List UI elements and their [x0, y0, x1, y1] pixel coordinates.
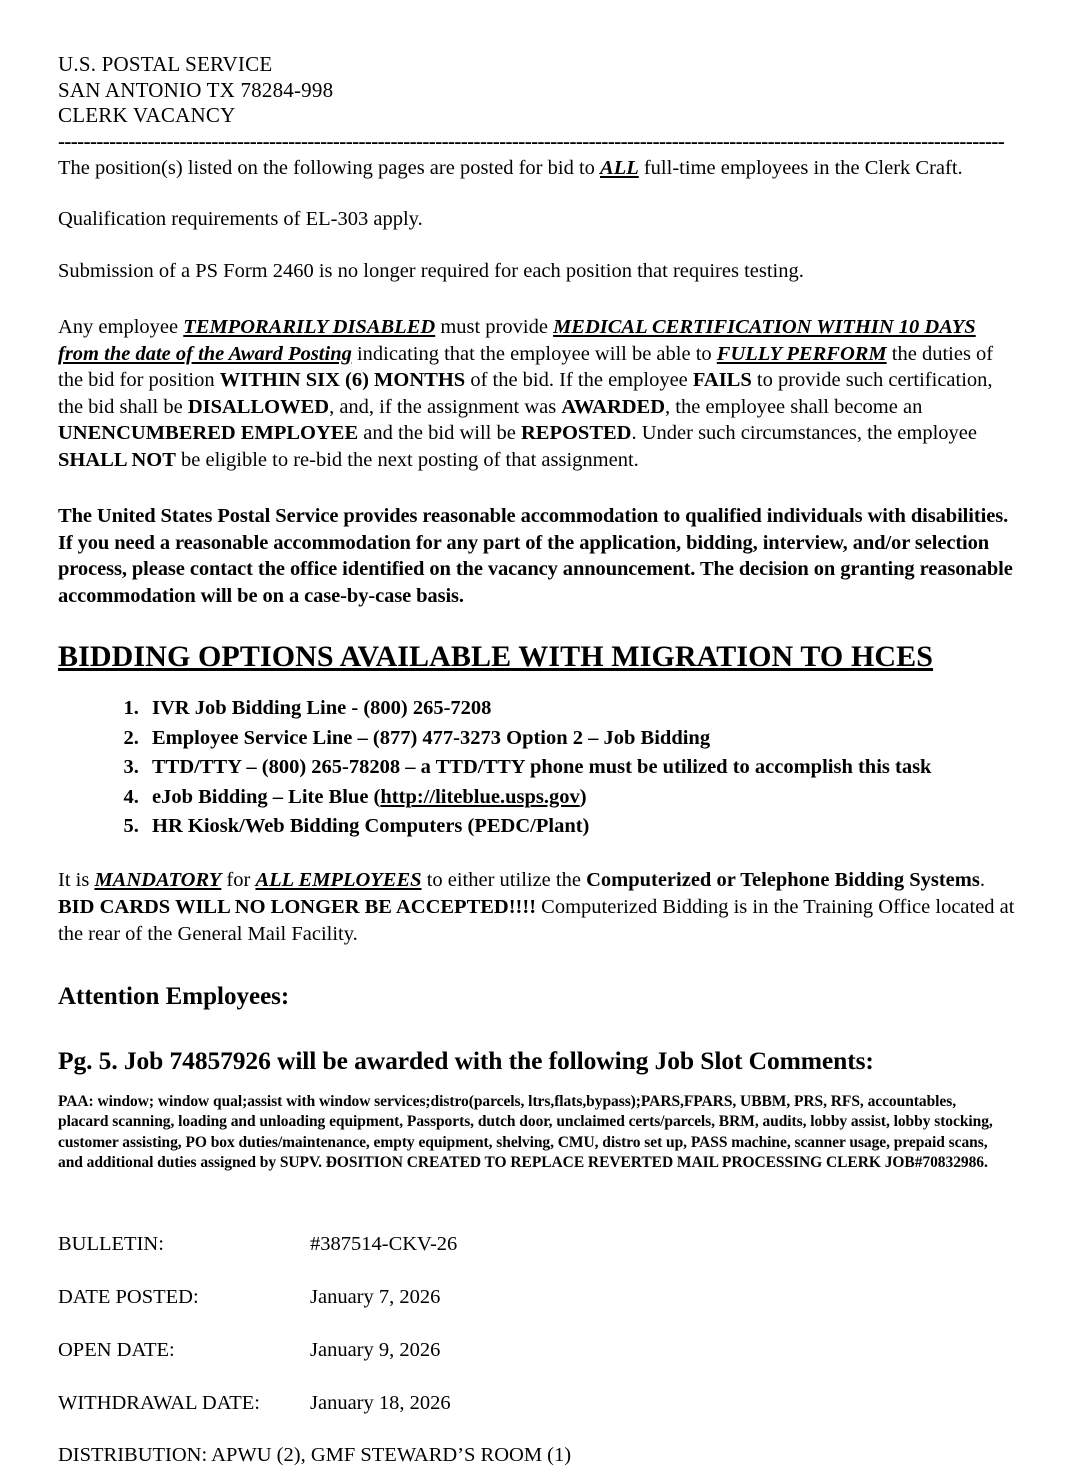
mandatory-text-3: to either utilize the	[421, 868, 587, 891]
mandatory-text-1: It is	[58, 868, 95, 891]
disabled-text-3: indicating that the employee will be able to	[351, 342, 717, 365]
list-item-option-5	[144, 813, 1018, 841]
emphasis-mandatory: MANDATORY	[94, 868, 222, 891]
bold-shall-not: SHALL NOT	[58, 448, 176, 471]
bold-fails: FAILS	[692, 369, 752, 391]
distribution-line: DISTRIBUTION: APWU (2), GMF STEWARD’S ROOM (1)	[58, 1443, 572, 1466]
attention-employees-heading: Attention Employees:	[58, 982, 290, 1010]
paragraph-temporarily-disabled	[58, 314, 1018, 473]
disabled-text-2: must provide	[435, 316, 554, 338]
job-slot-comments: PAA: window; window qual;assist with window services;distro(parcels, ltrs,flats,bypass);PARS,FPARS, UBBM, PRS, RFS, accountables, placard scanning, loading and unloading equipment, Passports, dutch door, unclaimed certs/parcels, BRM, audits, lobby assist, lobby stocking, customer assisting, PO box duties/maintenance, empty equipment, shelving, CMU, distro set up, PASS machine, scanner usage, prepaid scans, and additional duties assigned by SUPV. ÐOSITION CREATED TO REPLACE REVERTED MAIL PROCESSING CLERK JOB#70832986.	[58, 1092, 993, 1171]
disabled-text-7: , and, if the assignment was	[329, 395, 562, 418]
disabled-text-11: be eligible to re-bid the next posting of that assignment.	[175, 448, 639, 471]
list-item-option-4	[144, 784, 1018, 812]
posted-emphasis-all: ALL	[600, 156, 639, 179]
bold-reposted: REPOSTED	[520, 422, 632, 444]
bold-bid-cards-not-accepted: BID CARDS WILL NO LONGER BE ACCEPTED!!!!	[58, 895, 537, 918]
field-value-withdrawal-date: January 18, 2026	[310, 1391, 451, 1414]
option-2-text: Employee Service Line – (877) 477-3273 Option 2 – Job Bidding	[152, 726, 711, 749]
letterhead-line-subject: CLERK VACANCY	[58, 103, 236, 127]
mandatory-text-2: for	[221, 868, 256, 891]
option-4-text: eJob Bidding – Lite Blue (	[152, 785, 381, 808]
document-content	[58, 52, 1018, 1467]
mandatory-text-5: Computerized Bidding is in the Training Office located at the rear of the General Mail Facility.	[58, 895, 1015, 945]
option-1-text: IVR Job Bidding Line - (800) 265-7208	[152, 697, 492, 719]
letterhead	[58, 52, 1018, 129]
option-3-text: TTD/TTY – (800) 265-78208 – a TTD/TTY phone must be utilized to accomplish this task	[152, 756, 932, 778]
bold-computerized-telephone-systems: Computerized or Telephone Bidding Systems	[586, 868, 980, 891]
disabled-text-4: the duties of the bid for position	[58, 342, 994, 391]
paragraph-mandatory-bidding	[58, 867, 1018, 948]
letterhead-line-location: SAN ANTONIO TX 78284-998	[58, 77, 334, 102]
bold-awarded: AWARDED	[561, 395, 666, 418]
mandatory-text-4: .	[979, 868, 985, 891]
paragraph-reasonable-accommodation: The United States Postal Service provides reasonable accommodation to qualified individuals with disabilities. If you need a reasonable accommodation for any part of the application, bidding, interview, and/or selection process, please contact the office identified on the vacancy announcement. The decision on granting reasonable accommodation will be on a case-by-case basis.	[58, 505, 1013, 607]
bold-disallowed: DISALLOWED	[187, 395, 330, 418]
field-value-bulletin: #387514-CKV-26	[310, 1232, 458, 1255]
bold-unencumbered-employee: UNENCUMBERED EMPLOYEE	[58, 422, 359, 444]
list-item-option-1	[144, 695, 1018, 723]
letterhead-line-organization: U.S. POSTAL SERVICE	[58, 52, 273, 76]
bidding-options-heading: BIDDING OPTIONS AVAILABLE WITH MIGRATION TO HCES	[58, 640, 934, 673]
posted-prefix-text: The position(s) listed on the following pages are posted for bid to	[58, 156, 601, 179]
job-award-heading: Pg. 5. Job 74857926 will be awarded with the following Job Slot Comments:	[58, 1045, 874, 1075]
header-separator-rule: ----------------------------------------------------------------------------------------------------------------------------------------------------	[58, 137, 1005, 152]
field-label-open-date: OPEN DATE:	[58, 1338, 175, 1361]
bidding-options-list	[58, 695, 1018, 841]
list-item-option-3	[144, 754, 1018, 782]
paragraph-qualification: Qualification requirements of EL-303 apply.	[58, 208, 423, 230]
paragraph-posted-for-bid	[58, 156, 1018, 182]
emphasis-fully-perform: FULLY PERFORM	[716, 342, 887, 365]
posted-suffix-text: full-time employees in the Clerk Craft.	[638, 156, 963, 179]
disabled-text-8: , the employee shall become an	[665, 395, 923, 418]
option-4-text-after: )	[579, 785, 587, 808]
disabled-text-9: and the bid will be	[358, 422, 521, 444]
list-item-option-2	[144, 725, 1018, 753]
disabled-text-1: Any employee	[58, 316, 184, 338]
field-row-open-date	[58, 1338, 1018, 1363]
field-label-withdrawal-date: WITHDRAWAL DATE:	[58, 1391, 260, 1414]
disabled-text-5: of the bid. If the employee	[465, 369, 693, 391]
emphasis-all-employees: ALL EMPLOYEES	[255, 868, 422, 891]
bold-within-six-months: WITHIN SIX (6) MONTHS	[219, 369, 466, 391]
option-5-text: HR Kiosk/Web Bidding Computers (PEDC/Plant)	[152, 815, 590, 837]
paragraph-submission: Submission of a PS Form 2460 is no longer required for each position that requires testing.	[58, 259, 804, 282]
bulletin-fields	[58, 1232, 1018, 1416]
disabled-text-6: to provide such certification, the bid shall be	[58, 369, 993, 418]
field-row-date-posted	[58, 1285, 1018, 1310]
emphasis-temporarily-disabled: TEMPORARILY DISABLED	[183, 316, 436, 338]
field-row-bulletin	[58, 1232, 1018, 1257]
field-row-withdrawal-date	[58, 1391, 1018, 1416]
field-label-date-posted: DATE POSTED:	[58, 1285, 199, 1308]
field-label-bulletin: BULLETIN:	[58, 1232, 164, 1255]
field-value-open-date: January 9, 2026	[310, 1338, 441, 1361]
liteblue-link[interactable]: http://liteblue.usps.gov	[380, 785, 580, 808]
disabled-text-10: . Under such circumstances, the employee	[631, 422, 977, 444]
field-value-date-posted: January 7, 2026	[310, 1285, 441, 1308]
emphasis-medical-certification: MEDICAL CERTIFICATION WITHIN 10 DAYS from the date of the Award Posting	[58, 316, 976, 365]
